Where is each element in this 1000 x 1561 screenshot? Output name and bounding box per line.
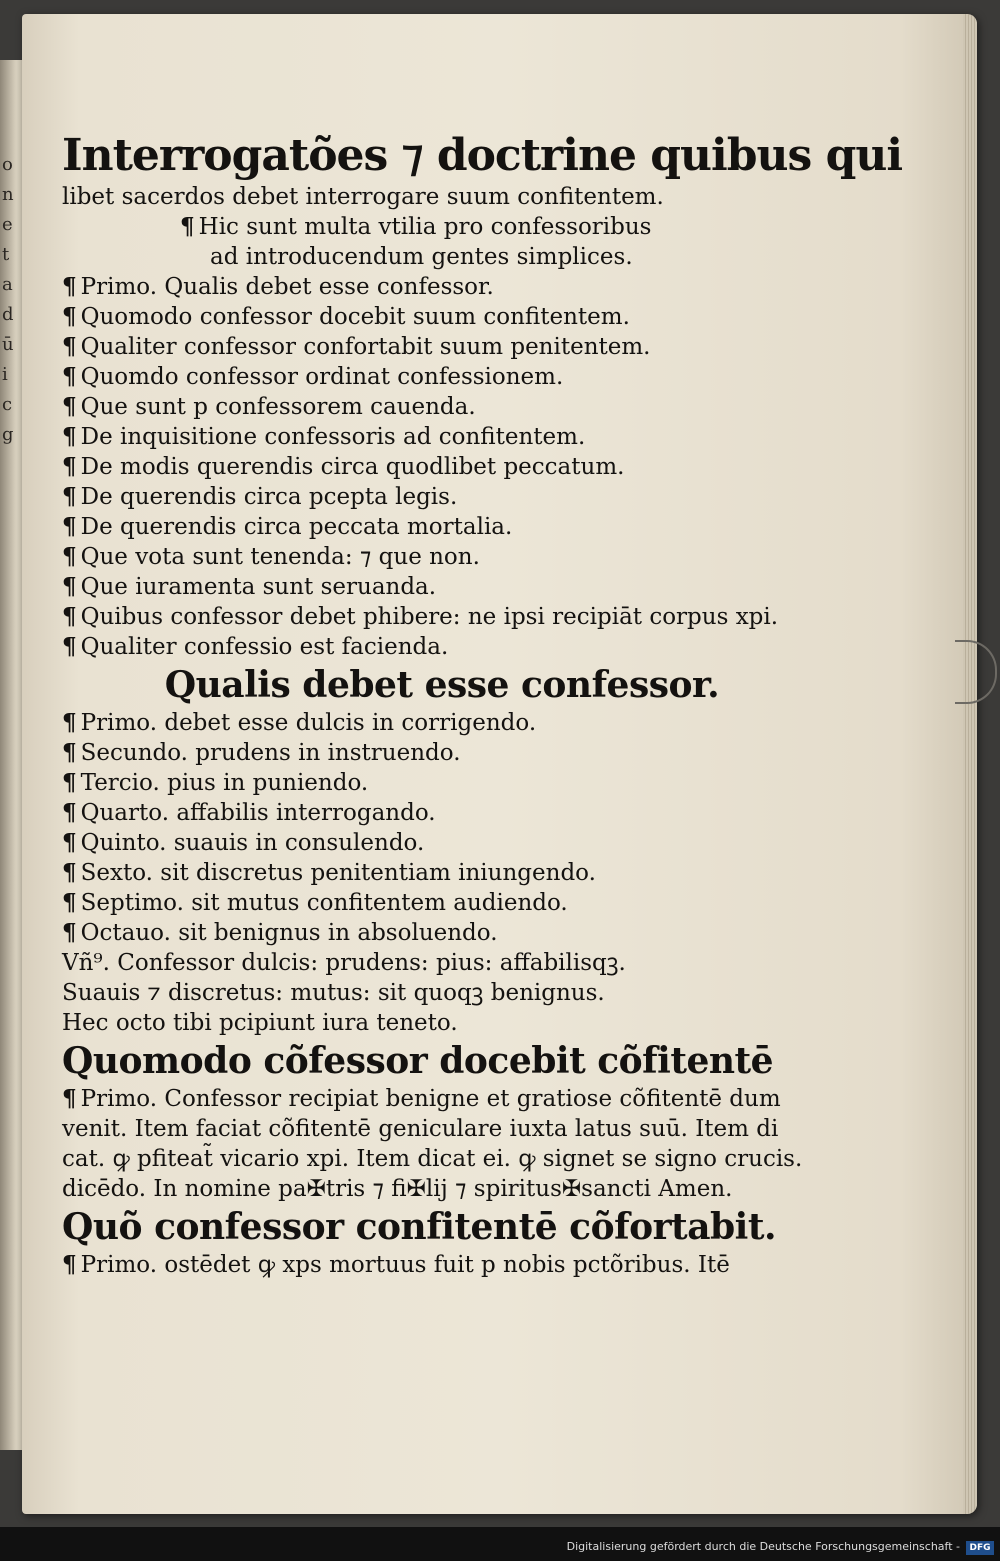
section-list: [62, 708, 822, 948]
page-title: Interrogatões ⁊ doctrine quibus qui: [62, 130, 903, 181]
list-item: ¶ Secundo. prudens in instruendo.: [62, 739, 461, 766]
section-heading: Quõ confessor confitentē cõfortabit.: [62, 1206, 777, 1248]
pilcrow-icon: ¶: [62, 453, 77, 480]
pilcrow-icon: ¶: [62, 573, 77, 600]
verse-line: Suauis ⁊ discretus: mutus: sit quoqꝫ benignus.: [62, 980, 605, 1006]
list-item: ¶ Septimo. sit mutus confitentem audiendo.: [62, 889, 568, 916]
footer-bar: [0, 1527, 1000, 1561]
paragraph-line: venit. Item faciat cõfitentē geniculare iuxta latus suū. Item di: [62, 1116, 779, 1142]
list-item: ¶ Primo. Qualis debet esse confessor.: [62, 273, 494, 300]
pilcrow-icon: ¶: [62, 483, 77, 510]
paragraph-line: ¶ Primo. Confessor recipiat benigne et gratiose cõfitentē dum: [62, 1085, 781, 1112]
pilcrow-icon: ¶: [62, 709, 77, 736]
pilcrow-icon: ¶: [62, 393, 77, 420]
verse: [62, 948, 822, 1038]
fragment-letter: a: [2, 274, 13, 295]
pilcrow-icon: ¶: [62, 363, 77, 390]
page-edge: [963, 14, 977, 1514]
list-item: ¶ Quibus confessor debet phibere: ne ipsi recipiāt corpus xpi.: [62, 603, 779, 630]
list-item: ¶ Que iuramenta sunt seruanda.: [62, 573, 437, 600]
list-item: ¶ Qualiter confessor confortabit suum penitentem.: [62, 333, 651, 360]
pilcrow-icon: ¶: [62, 829, 77, 856]
section-paragraph: [62, 1250, 822, 1280]
list-item: ¶ De querendis circa pcepta legis.: [62, 483, 458, 510]
pilcrow-icon: ¶: [62, 919, 77, 946]
verse-line: Vñ⁹. Confessor dulcis: prudens: pius: affabilisqꝫ.: [62, 950, 626, 976]
verse-line: Hec octo tibi pcipiunt iura teneto.: [62, 1010, 458, 1036]
pilcrow-icon: ¶: [62, 739, 77, 766]
fragment-letter: t: [2, 244, 10, 265]
footer-credit: Digitalisierung gefördert durch die Deutsche Forschungsgemeinschaft -: [566, 1540, 960, 1553]
list-item: ¶ Que vota sunt tenenda: ⁊ que non.: [62, 543, 480, 570]
list-item: ¶ De modis querendis circa quodlibet peccatum.: [62, 453, 625, 480]
list-item: ¶ Quomodo confessor docebit suum confitentem.: [62, 303, 630, 330]
dfg-logo-icon: DFG: [966, 1541, 994, 1555]
fragment-letter: g: [2, 424, 14, 445]
list-item: ¶ De inquisitione confessoris ad confitentem.: [62, 423, 586, 450]
section-paragraph: [62, 1084, 822, 1204]
intro-line: ad introducendum gentes simplices.: [210, 244, 633, 270]
list-item: ¶ Quomdo confessor ordinat confessionem.: [62, 363, 564, 390]
contents-list: [62, 272, 822, 662]
fragment-letter: c: [2, 394, 13, 415]
pilcrow-icon: ¶: [62, 1251, 77, 1278]
pilcrow-icon: ¶: [62, 333, 77, 360]
list-item: ¶ Qualiter confessio est facienda.: [62, 633, 449, 660]
list-item: ¶ Primo. debet esse dulcis in corrigendo.: [62, 709, 537, 736]
paragraph-line: ¶ Primo. ostēdet ꝙ xps mortuus fuit p nobis pctõribus. Itē: [62, 1251, 730, 1278]
pilcrow-icon: ¶: [62, 889, 77, 916]
paragraph-line: dicēdo. In nomine pa✠tris ⁊ fi✠lij ⁊ spiritus✠sancti Amen.: [62, 1176, 733, 1202]
list-item: ¶ Tercio. pius in puniendo.: [62, 769, 369, 796]
fragment-letter: n: [2, 184, 14, 205]
page-clip: [955, 640, 997, 704]
pilcrow-icon: ¶: [62, 769, 77, 796]
pilcrow-icon: ¶: [62, 859, 77, 886]
list-item: ¶ Octauo. sit benignus in absoluendo.: [62, 919, 498, 946]
pilcrow-icon: ¶: [62, 513, 77, 540]
paragraph-line: cat. ꝙ pfiteat̃ vicario xpi. Item dicat ei. ꝙ signet se signo crucis.: [62, 1146, 803, 1172]
section-heading: Quomodo cõfessor docebit cõfitentē: [62, 1040, 774, 1082]
list-item: ¶ De querendis circa peccata mortalia.: [62, 513, 513, 540]
pilcrow-icon: ¶: [62, 543, 77, 570]
list-item: ¶ Que sunt p confessorem cauenda.: [62, 393, 476, 420]
page-subtitle: libet sacerdos debet interrogare suum confitentem.: [62, 184, 664, 210]
fragment-letter: e: [2, 214, 13, 235]
list-item: ¶ Sexto. sit discretus penitentiam iniungendo.: [62, 859, 596, 886]
pilcrow-icon: ¶: [62, 799, 77, 826]
section-heading: Qualis debet esse confessor.: [164, 664, 720, 706]
fragment-letter: i: [2, 364, 8, 385]
pilcrow-icon: ¶: [62, 303, 77, 330]
fragment-letter: o: [2, 154, 13, 175]
pilcrow-icon: ¶: [62, 1085, 77, 1112]
page-text: [62, 130, 903, 1280]
pilcrow-icon: ¶: [62, 423, 77, 450]
pilcrow-icon: ¶: [62, 273, 77, 300]
pilcrow-icon: ¶: [62, 603, 77, 630]
fragment-letter: d: [2, 304, 14, 325]
list-item: ¶ Quarto. affabilis interrogando.: [62, 799, 436, 826]
pilcrow-icon: ¶: [62, 633, 77, 660]
list-item: ¶ Quinto. suauis in consulendo.: [62, 829, 425, 856]
fragment-letter: ū: [2, 334, 14, 355]
intro-line: ¶ Hic sunt multa vtilia pro confessoribus: [180, 213, 652, 240]
pilcrow-icon: ¶: [180, 213, 195, 240]
